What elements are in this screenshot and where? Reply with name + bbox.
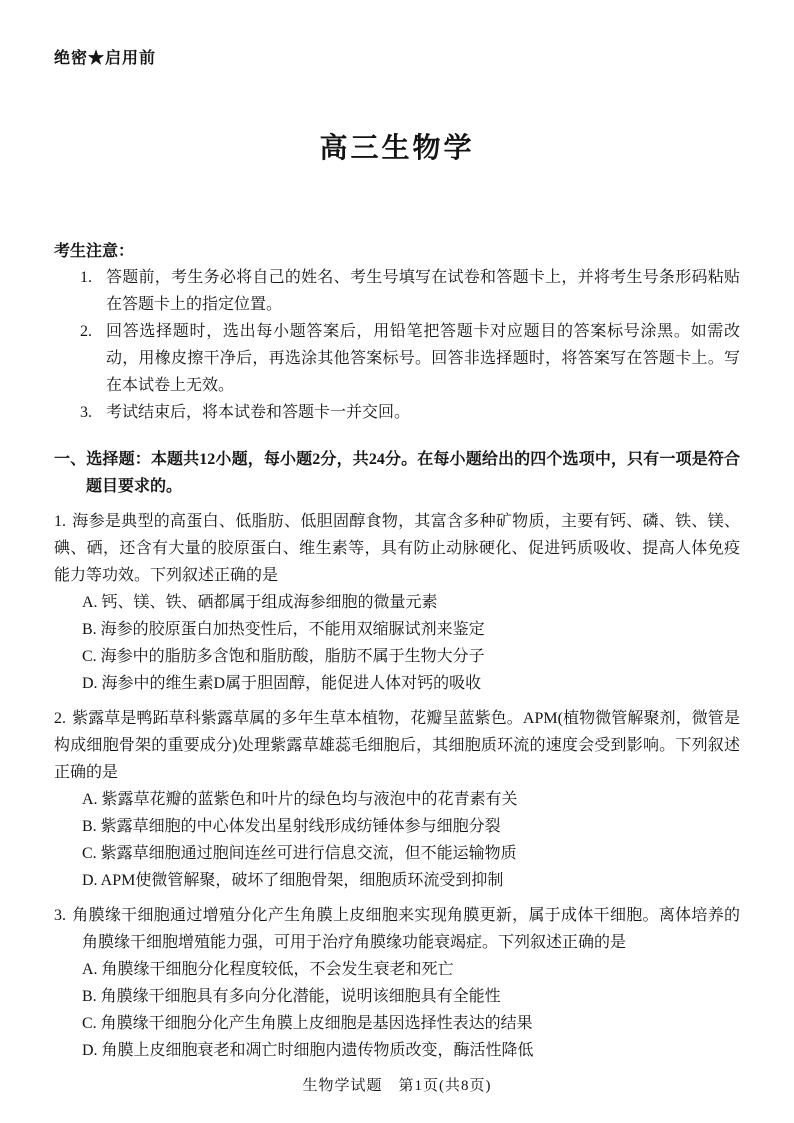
question-1 — [54, 508, 740, 697]
option-c: C. 角膜缘干细胞分化产生角膜上皮细胞是基因选择性表达的结果 — [82, 1015, 533, 1032]
question-number: 1. — [54, 513, 66, 530]
option-d: D. 海参中的维生素D属于胆固醇，能促进人体对钙的吸收 — [82, 675, 482, 692]
question-number: 2. — [54, 710, 66, 727]
question-stem-text: 海参是典型的高蛋白、低脂肪、低胆固醇食物，其富含多种矿物质，主要有钙、磷、铁、镁、碘、硒，还含有大量的胶原蛋白、维生素等，具有防止动脉硬化、促进钙质吸收、提高人体免疫能力等功效。下列叙述正确的是 — [54, 513, 740, 584]
notice-item-number: 2. — [80, 323, 92, 340]
option-list — [54, 956, 740, 1064]
notice-item-number: 1. — [80, 269, 92, 286]
option-a: A. 钙、镁、铁、硒都属于组成海参细胞的微量元素 — [82, 594, 438, 611]
option-c: C. 紫露草细胞通过胞间连丝可进行信息交流，但不能运输物质 — [82, 845, 517, 862]
question-stem-text: 紫露草是鸭跖草科紫露草属的多年生草本植物，花瓣呈蓝紫色。APM(植物微管解聚剂，微管是构成细胞骨架的重要成分)处理紫露草雄蕊毛细胞后，其细胞质环流的速度会受到影响。下列叙述正确的是 — [54, 710, 740, 781]
page-footer: 生物学试题 第1页(共8页) — [302, 1078, 492, 1094]
option-a: A. 角膜缘干细胞分化程度较低，不会发生衰老和死亡 — [82, 961, 454, 978]
notice-item-text: 考试结束后，将本试卷和答题卡一并交回。 — [106, 404, 411, 421]
option-d: D. 角膜上皮细胞衰老和凋亡时细胞内遗传物质改变，酶活性降低 — [82, 1042, 534, 1059]
notice-list — [80, 264, 740, 426]
option-c: C. 海参中的脂肪多含饱和脂肪酸，脂肪不属于生物大分子 — [82, 648, 485, 665]
notice-item — [80, 264, 740, 318]
notice-item-number: 3. — [80, 404, 92, 421]
question-stem — [54, 705, 740, 786]
question-stem — [54, 508, 740, 589]
option-list — [54, 786, 740, 894]
notice-item — [80, 318, 740, 399]
option-d: D. APM使微管解聚，破坏了细胞骨架，细胞质环流受到抑制 — [82, 872, 504, 889]
option-b: B. 海参的胶原蛋白加热变性后，不能用双缩脲试剂来鉴定 — [82, 621, 485, 638]
option-b: B. 紫露草细胞的中心体发出星射线形成纺锤体参与细胞分裂 — [82, 818, 501, 835]
question-number: 3. — [54, 907, 66, 924]
question-stem-text: 角膜缘干细胞通过增殖分化产生角膜上皮细胞来实现角膜更新，属于成体干细胞。离体培养的角膜缘干细胞增殖能力强，可用于治疗角膜缘功能衰竭症。下列叙述正确的是 — [72, 907, 740, 951]
question-3 — [54, 902, 740, 1064]
section-heading: 一、选择题：本题共12小题，每小题2分，共24分。在每小题给出的四个选项中，只有一项是符合题目要求的。 — [54, 451, 740, 495]
notice-heading: 考生注意： — [54, 243, 135, 260]
question-stem — [54, 902, 740, 956]
option-list — [54, 589, 740, 697]
question-2 — [54, 705, 740, 894]
option-b: B. 角膜缘干细胞具有多向分化潜能，说明该细胞具有全能性 — [82, 988, 501, 1005]
notice-item — [80, 399, 740, 426]
page-title: 高三生物学 — [319, 133, 475, 164]
notice-item-text: 回答选择题时，选出每小题答案后，用铅笔把答题卡对应题目的答案标号涂黑。如需改动，用橡皮擦干净后，再选涂其他答案标号。回答非选择题时，将答案写在答题卡上。写在本试卷上无效。 — [106, 323, 740, 394]
secrecy-label: 绝密★启用前 — [54, 50, 157, 67]
notice-item-text: 答题前，考生务必将自己的姓名、考生号填写在试卷和答题卡上，并将考生号条形码粘贴在答题卡上的指定位置。 — [106, 269, 740, 313]
option-a: A. 紫露草花瓣的蓝紫色和叶片的绿色均与液泡中的花青素有关 — [82, 791, 518, 808]
